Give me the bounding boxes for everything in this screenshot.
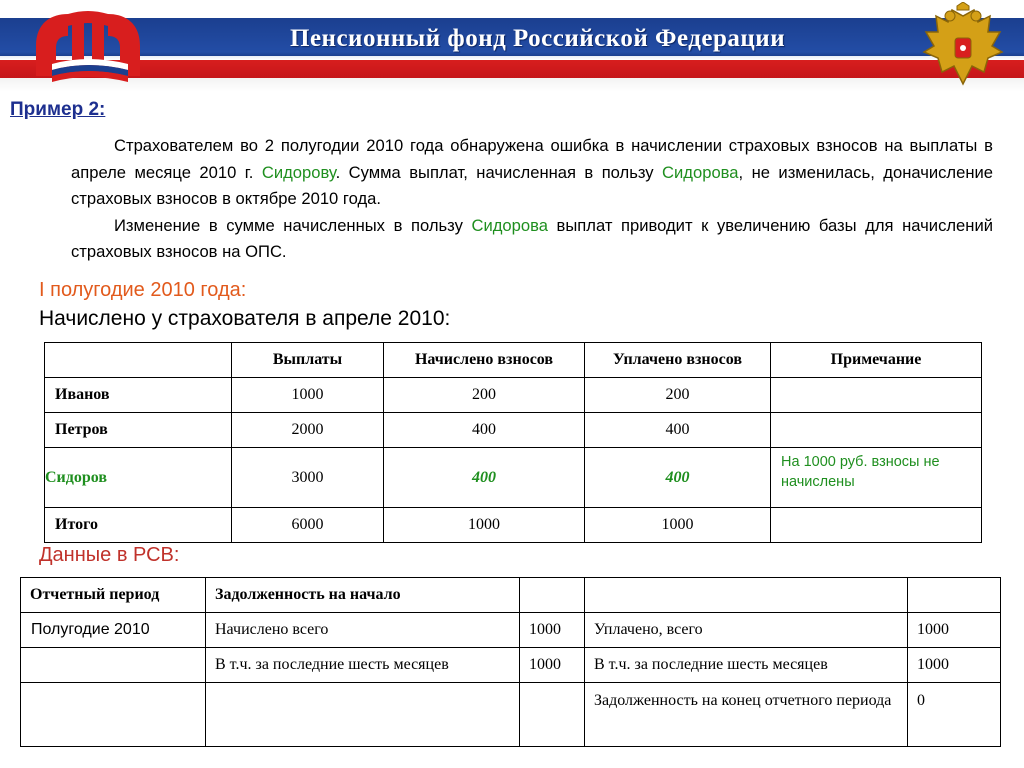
table-row xyxy=(21,683,1001,747)
intro-text-part: . Сумма выплат, начисленная в пользу xyxy=(335,162,663,182)
employee-name-highlight: Сидорова xyxy=(471,215,548,235)
pfr-logo-icon xyxy=(28,6,148,88)
table-cell: 2000 xyxy=(232,413,384,448)
table-cell xyxy=(908,578,1001,613)
banner-title: Пенсионный фонд Российской Федерации xyxy=(290,25,786,52)
table-cell: 200 xyxy=(585,378,771,413)
table-cell: 1000 xyxy=(908,613,1001,648)
table-cell: Задолженность на конец отчетного периода xyxy=(585,683,908,747)
table-cell: 200 xyxy=(384,378,585,413)
table-cell: 0 xyxy=(908,683,1001,747)
example-heading: Пример 2: xyxy=(10,99,106,120)
table-cell: 400 xyxy=(585,448,771,508)
table-cell: В т.ч. за последние шесть месяцев xyxy=(585,648,908,683)
table-cell: В т.ч. за последние шесть месяцев xyxy=(206,648,520,683)
table-row xyxy=(21,578,1001,613)
employee-name-highlight: Сидорову xyxy=(261,162,336,182)
table-cell: 1000 xyxy=(908,648,1001,683)
table-cell xyxy=(206,683,520,747)
table-row xyxy=(45,413,982,448)
table-cell: 1000 xyxy=(232,378,384,413)
table-cell: 3000 xyxy=(232,448,384,508)
table-cell xyxy=(520,578,585,613)
header-cell: Начислено взносов xyxy=(384,343,585,378)
note-cell: На 1000 руб. взносы не начислены xyxy=(771,448,982,508)
employee-name-cell: Петров xyxy=(45,413,232,448)
table-cell: Уплачено, всего xyxy=(585,613,908,648)
table-cell: 400 xyxy=(384,448,585,508)
table-row xyxy=(45,378,982,413)
accrued-title: Начислено у страхователя в апреле 2010: xyxy=(39,307,451,330)
header-cell xyxy=(45,343,232,378)
header-cell: Выплаты xyxy=(232,343,384,378)
intro-text-part: Изменение в сумме начисленных в пользу xyxy=(114,215,472,235)
employee-name-cell: Сидоров xyxy=(45,448,232,508)
intro-text-part: выплат приводит к увеличению базы для начислений страховых взносов на ОПС. xyxy=(71,215,993,261)
table-cell xyxy=(520,683,585,747)
note-cell xyxy=(771,508,982,543)
intro-paragraph-2 xyxy=(71,213,993,266)
table-cell: 1000 xyxy=(585,508,771,543)
intro-paragraph-1 xyxy=(71,133,993,213)
table-cell: Задолженность на начало xyxy=(206,578,520,613)
table-cell: Отчетный период xyxy=(21,578,206,613)
table-header-row xyxy=(45,343,982,378)
table-cell: 1000 xyxy=(384,508,585,543)
table-cell xyxy=(21,683,206,747)
half-year-title: I полугодие 2010 года: xyxy=(39,279,247,301)
table-row xyxy=(45,508,982,543)
table-cell: 400 xyxy=(384,413,585,448)
table-cell: Полугодие 2010 xyxy=(21,613,206,648)
table-cell: Начислено всего xyxy=(206,613,520,648)
header-banner xyxy=(0,0,1024,92)
employee-name-highlight: Сидорова xyxy=(662,162,739,182)
russian-coat-of-arms-icon xyxy=(918,2,1008,90)
intro-text xyxy=(71,133,993,266)
intro-text-part: , не изменилась, доначисление страховых взносов в октябре 2010 года. xyxy=(71,162,994,208)
rsv-title: Данные в РСВ: xyxy=(39,544,180,566)
note-cell xyxy=(771,378,982,413)
table-cell: 1000 xyxy=(520,613,585,648)
table-row xyxy=(45,448,982,508)
note-cell xyxy=(771,413,982,448)
employee-name-cell: Иванов xyxy=(45,378,232,413)
table-cell: 6000 xyxy=(232,508,384,543)
rsv-table xyxy=(20,577,1001,747)
table-cell xyxy=(21,648,206,683)
table-cell xyxy=(585,578,908,613)
table-row xyxy=(21,648,1001,683)
accruals-table xyxy=(44,342,982,543)
table-row xyxy=(21,613,1001,648)
intro-text-part: Страхователем во 2 полугодии 2010 года обнаружена ошибка в начислении страховых взносов на выплаты в апреле месяце 2010 г. xyxy=(71,136,993,182)
header-cell: Примечание xyxy=(771,343,982,378)
table-cell: 1000 xyxy=(520,648,585,683)
header-cell: Уплачено взносов xyxy=(585,343,771,378)
table-cell: 400 xyxy=(585,413,771,448)
total-label-cell: Итого xyxy=(45,508,232,543)
